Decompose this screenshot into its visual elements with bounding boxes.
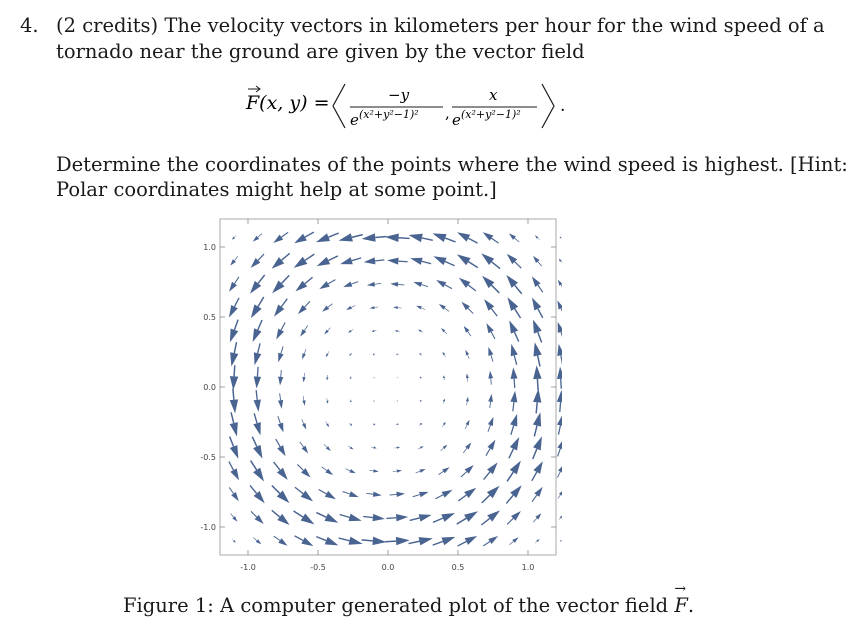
vector-arrow-head (557, 367, 562, 379)
x-tick-label: 0.5 (451, 563, 465, 572)
vector-arrow-head (557, 300, 562, 309)
vector-arrow-shaft (375, 237, 386, 238)
caption-symbol-letter: F (674, 594, 688, 617)
vector-field-formula (240, 78, 600, 138)
vector-arrow-shaft (281, 370, 282, 377)
vector-arrow-shaft (561, 379, 562, 389)
vector-arrow-shaft (537, 379, 538, 390)
vector-arrow-icon: → (674, 581, 687, 597)
vector-arrow-shaft (561, 238, 562, 239)
vector-arrow-head (560, 516, 562, 519)
y-tick-label: 1.0 (203, 243, 216, 252)
caption-prefix: Figure 1: A computer generated plot of the vector field (123, 594, 675, 617)
formula-numerator-1: −y (388, 86, 410, 104)
formula-denominator-base-2: e (452, 111, 461, 129)
vector-arrow-head (557, 414, 562, 426)
vector-arrow-shaft (561, 308, 562, 314)
vector-arrow-shaft (560, 402, 561, 412)
vector-arrow-shaft (536, 402, 537, 413)
vector-arrow-shaft (558, 495, 560, 499)
vector-field-plot (190, 218, 562, 582)
formula-denominator-base-1: e (350, 111, 359, 129)
problem-number: 4. (20, 14, 39, 37)
caption-symbol (674, 581, 688, 617)
vector-arrow-shaft (390, 494, 397, 495)
vector-arrow-shaft (257, 367, 258, 377)
y-tick-label: 0.0 (203, 383, 216, 392)
caption-suffix: . (687, 594, 695, 617)
vector-arrow-shaft (398, 261, 407, 262)
y-tick-label: -1.0 (200, 523, 216, 532)
vector-arrow-head (558, 280, 562, 286)
vector-arrow-shaft (491, 378, 492, 384)
formula-denominator-exp-1: (x²+y²−1)² (359, 108, 419, 121)
plot-frame (220, 219, 556, 555)
vector-arrow-head (559, 259, 562, 262)
vector-arrow-shaft (234, 365, 235, 376)
vector-arrow-shaft (233, 389, 234, 400)
vector-arrow-shaft (514, 379, 515, 388)
question-line-1: Determine the coordinates of the points where the wind speed is highest. [Hint: (56, 153, 848, 176)
formula-numerator-2: x (489, 86, 498, 104)
vector-arrow-shaft (386, 518, 396, 519)
vector-arrow-shaft (558, 449, 561, 457)
figure-caption (123, 581, 695, 617)
problem-text-line-2: tornado near the ground are given by the vector field (56, 40, 585, 63)
vector-arrow-shaft (561, 332, 562, 340)
problem-text-line-1: (2 credits) The velocity vectors in kilometers per hour for the wind speed of a (56, 14, 825, 37)
vector-arrow-head (558, 322, 562, 333)
vector-arrow-shaft (399, 238, 410, 239)
question-text (56, 152, 848, 202)
vector-arrow-shaft (561, 355, 562, 364)
formula-end-period: . (560, 96, 566, 116)
vector-arrow-shaft (561, 261, 562, 263)
vector-arrow-shaft (557, 472, 560, 478)
x-tick-label: -1.0 (240, 563, 256, 572)
vector-arrow-shaft (362, 540, 373, 541)
formula-separator: , (445, 104, 450, 122)
x-tick-label: 1.0 (521, 563, 535, 572)
vector-arrow-head (558, 464, 562, 472)
x-tick-label: 0.0 (381, 563, 395, 572)
formula-lhs: F(x, y) = (246, 92, 330, 114)
vector-arrow-shaft (385, 541, 396, 542)
vector-arrow-head (557, 439, 562, 450)
vector-arrow-shaft (558, 425, 560, 434)
x-tick-label: -0.5 (310, 563, 326, 572)
vector-arrow-shaft (560, 541, 561, 542)
vector-arrow-shaft (561, 285, 562, 289)
vector-arrow-head (557, 344, 562, 356)
vector-arrow-shaft (559, 518, 560, 520)
vector-arrow-head (557, 390, 562, 402)
y-tick-label: 0.5 (203, 313, 216, 322)
question-line-2: Polar coordinates might help at some point.] (56, 178, 497, 201)
formula-denominator-exp-2: (x²+y²−1)² (461, 108, 521, 121)
quiver-svg (190, 218, 562, 578)
y-tick-label: -0.5 (200, 453, 216, 462)
vector-arrow-shaft (398, 284, 404, 285)
